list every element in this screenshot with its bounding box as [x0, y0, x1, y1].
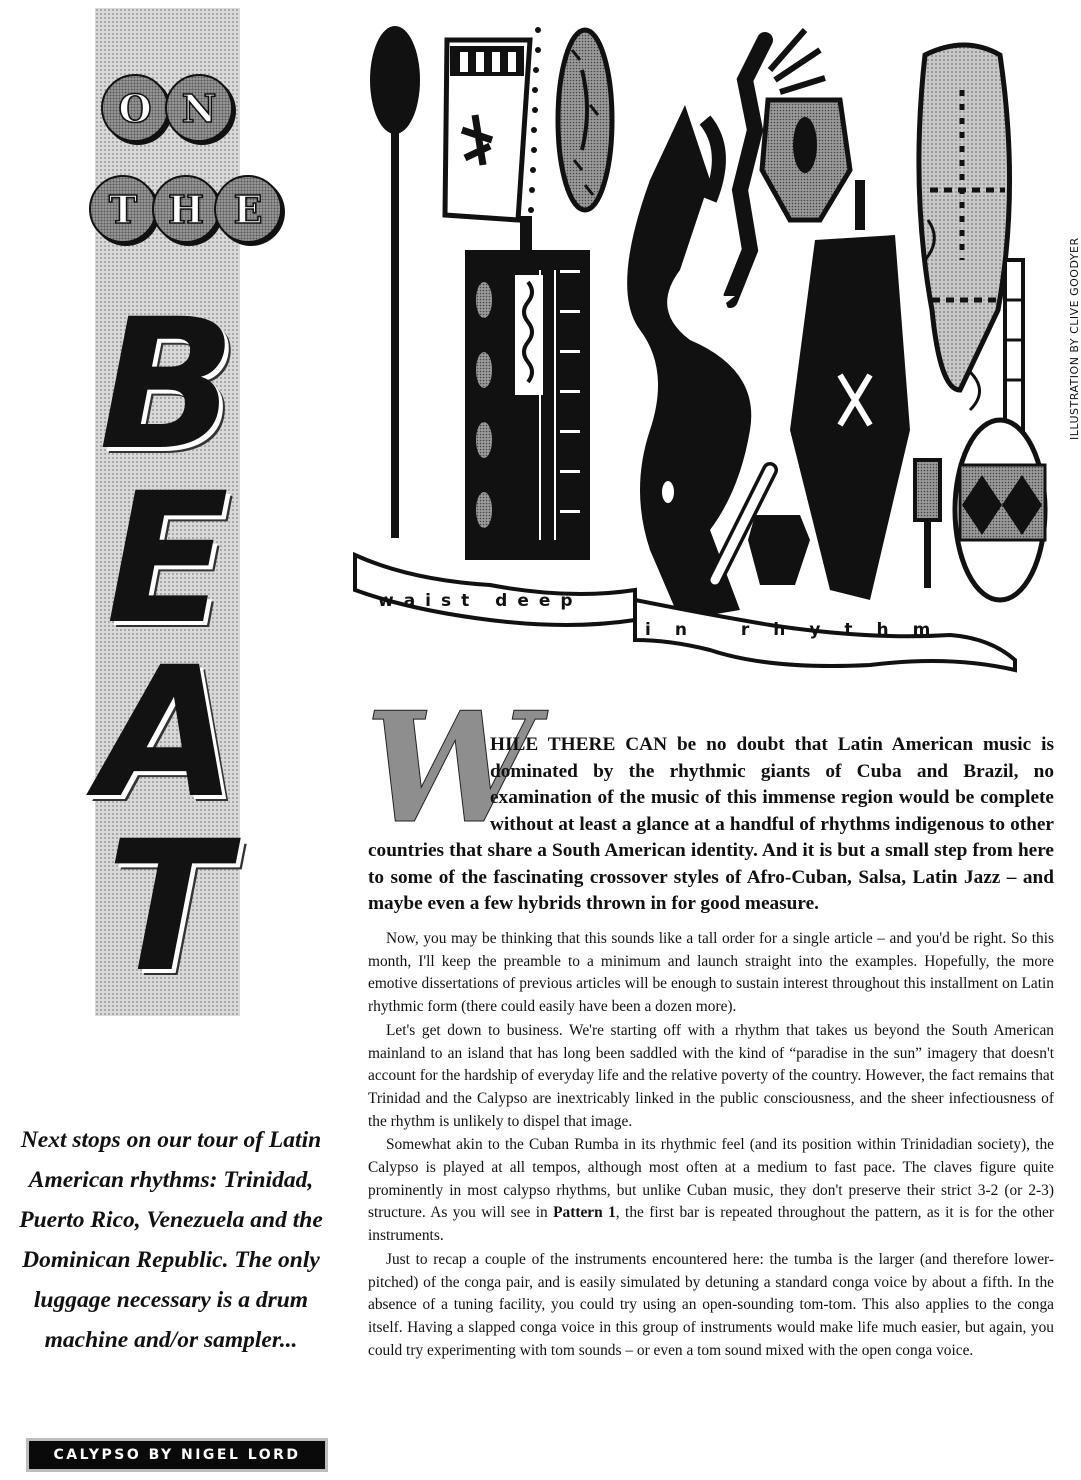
article-body: [368, 928, 1054, 1363]
radio-amp-icon: [465, 216, 590, 560]
paragraph: Just to recap a couple of the instruments encountered here: the tumba is the larger (and therefore lower-pitched) of the conga pair, and is easily simulated by detuning a standard conga voice by about a fifth. In the absence of a tuning facility, you could try using an open-sounding tom-tom. This also applies to the conga itself. Having a slapped conga voice in this group of instruments would make life much easier, but again, you could try experimenting with tom sounds – or even a tom sound mixed with the open conga voice.: [368, 1250, 1054, 1359]
banner-right-text: in rhythm: [645, 620, 955, 640]
paragraph-text: Somewhat akin to the Cuban Rumba in its rhythmic feel (and its position within Trinidadian society), the Calypso is played at all tempos, although most often at a medium to fast pace. The claves figure quite prominently in most calypso rhythms, but unlike Cuban music, they don't preserve their strict 3-2 (or 2-3) structure. As you will see in: [368, 1136, 1054, 1222]
small-drum-icon: [748, 515, 810, 585]
flag-box-icon: [445, 40, 530, 220]
title-letter-e: E: [214, 175, 282, 243]
banner-left-text: waist deep: [378, 591, 583, 611]
drop-cap: W: [365, 678, 536, 857]
hexagon-mask-icon: [762, 100, 850, 220]
maraca-left-icon: [370, 26, 420, 538]
title-beat-t: T: [106, 803, 229, 1012]
banner-right: [635, 600, 1015, 670]
illustration-credit: ILLUSTRATION BY CLIVE GOODYER: [1068, 237, 1081, 440]
conga-drum-icon: [919, 45, 1010, 390]
banner-left: [355, 555, 635, 625]
title-letter-o: O: [101, 74, 169, 142]
title-beat-b: B: [98, 281, 237, 490]
paragraph-text: , the first bar is repeated throughout the pattern, as it is for the other instruments.: [368, 1204, 1054, 1245]
tambourine-icon: [558, 30, 612, 210]
title-beat-a: A: [97, 629, 238, 838]
paragraph: Now, you may be thinking that this sounds like a tall order for a single article – and you'd be right. So this month, I'll keep the preamble to a minimum and launch straight into the examples. Hopefully, the more emotive dissertations of previous articles will be enough to sustain interest throughout this installment on Latin rhythmic form (there could easily have been a dozen more).: [368, 930, 1054, 1016]
title-letter-n: N: [165, 74, 233, 142]
byline-bar: [26, 1438, 328, 1472]
byline: CALYPSO BY NIGEL LORD: [53, 1447, 301, 1463]
title-letter-t: T: [89, 175, 157, 243]
paragraph: Let's get down to business. We're starting off with a rhythm that takes us beyond the South American mainland to an island that has long been saddled with the kind of “paradise in the sun” imagery that doesn't account for the hardship of everyday life and the relative poverty of the country. However, the fact remains that Trinidad and the Calypso are inextricably linked in the public consciousness, and the sheer infectiousness of the rhythm is unlikely to dispel that image.: [368, 1021, 1054, 1130]
intro-blurb: Next stops on our tour of Latin American rhythms: Trinidad, Puerto Rico, Venezuela and the Dominican Republic. The only luggage necessary is a drum machine and/or sampler...: [19, 1127, 323, 1353]
title-beat-e: E: [106, 455, 229, 664]
paragraph: [368, 1134, 1054, 1248]
lede-text: HILE THERE CAN be no doubt that Latin American music is dominated by the rhythmic giants of Cuba and Brazil, no examination of the music of this immense region would be complete without at least a glance at a handful of rhythms indigenous to other countries that share a South American identity. And it is but a small step from here to some of the fascinating crossover styles of Afro-Cuban, Salsa, Latin Jazz – and maybe even a few hybrids thrown in for good measure.: [368, 734, 1054, 914]
title-letter-h: H: [152, 175, 220, 243]
pattern-ref: Pattern 1: [553, 1204, 616, 1222]
illustration: [350, 10, 1050, 680]
article-lede: [368, 732, 1054, 918]
shaker-stick-icon: [915, 460, 940, 588]
